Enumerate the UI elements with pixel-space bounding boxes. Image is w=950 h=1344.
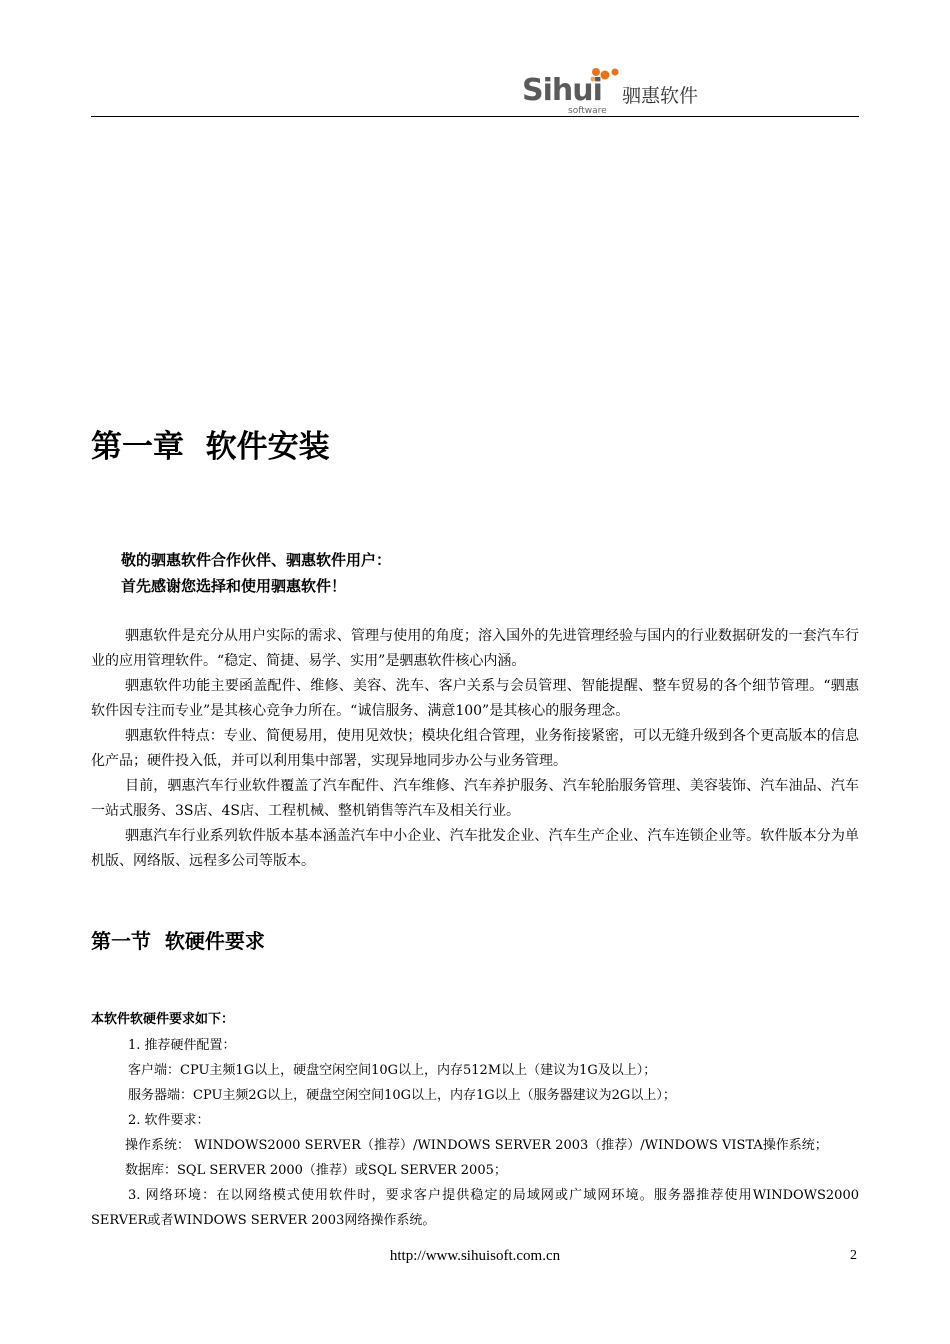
os-requirement: 操作系统： WINDOWS2000 SERVER（推荐）/WINDOWS SERVER 2003（推荐）/WINDOWS VISTA操作系统； — [125, 1138, 828, 1153]
greeting-line-2: 首先感谢您选择和使用驷惠软件！ — [121, 577, 347, 595]
intro-paragraph: 驷惠汽车行业系列软件版本基本涵盖汽车中小企业、汽车批发企业、汽车生产企业、汽车连锁企业等。软件版本分为单机版、网络版、远程多公司等版本。 — [91, 828, 859, 869]
intro-paragraph: 驷惠软件是充分从用户实际的需求、管理与使用的角度；溶入国外的先进管理经验与国内的行业数据研发的一套汽车行业的应用管理软件。“稳定、简捷、易学、实用”是驷惠软件核心内涵。 — [91, 628, 859, 669]
chapter-title: 第一章 软件安装 — [91, 429, 330, 465]
software-heading: 2. 软件要求： — [128, 1113, 210, 1128]
hardware-heading: 1. 推荐硬件配置： — [128, 1038, 236, 1053]
logo-subtitle: software — [568, 106, 607, 116]
client-requirement: 客户端：CPU主频1G以上，硬盘空闲空间10G以上，内存512M以上（建议为1G及以上）； — [128, 1063, 657, 1078]
intro-text — [91, 624, 859, 874]
requirements-intro: 本软件软硬件要求如下： — [91, 1012, 235, 1027]
footer-url: http://www.sihuisoft.com.cn — [389, 1248, 561, 1264]
section-title: 第一节 软硬件要求 — [91, 929, 265, 953]
network-requirement: 3. 网络环境：在以网络模式使用软件时，要求客户提供稳定的局域网或广域网环境。服务器推荐使用WINDOWS2000 SERVER或者WINDOWS SERVER 2003网络操作系统。 — [91, 1188, 859, 1228]
company-logo — [522, 66, 722, 118]
server-requirement: 服务器端：CPU主频2G以上，硬盘空闲空间10G以上，内存1G以上（服务器建议为2G以上）； — [128, 1088, 676, 1103]
intro-paragraph: 目前，驷惠汽车行业软件覆盖了汽车配件、汽车维修、汽车养护服务、汽车轮胎服务管理、美容装饰、汽车油品、汽车一站式服务、3S店、4S店、工程机械、整机销售等汽车及相关行业。 — [91, 778, 859, 819]
requirements-list — [91, 1033, 859, 1233]
greeting-line-1: 敬的驷惠软件合作伙伴、驷惠软件用户： — [121, 551, 392, 569]
header-divider — [91, 116, 859, 117]
intro-paragraph: 驷惠软件功能主要函盖配件、维修、美容、洗车、客户关系与会员管理、智能提醒、整车贸易的各个细节管理。“驷惠软件因专注而专业”是其核心竞争力所在。“诚信服务、满意100”是其核心的服务理念。 — [91, 678, 859, 719]
logo-wordmark: Sihui — [522, 73, 602, 108]
database-requirement: 数据库：SQL SERVER 2000（推荐）或SQL SERVER 2005； — [125, 1163, 507, 1178]
page-number: 2 — [850, 1248, 857, 1263]
intro-paragraph: 驷惠软件特点：专业、简便易用，使用见效快；模块化组合管理，业务衔接紧密，可以无缝升级到各个更高版本的信息化产品；硬件投入低，并可以利用集中部署，实现异地同步办公与业务管理。 — [91, 728, 859, 769]
logo-chinese-name: 驷惠软件 — [622, 85, 699, 107]
